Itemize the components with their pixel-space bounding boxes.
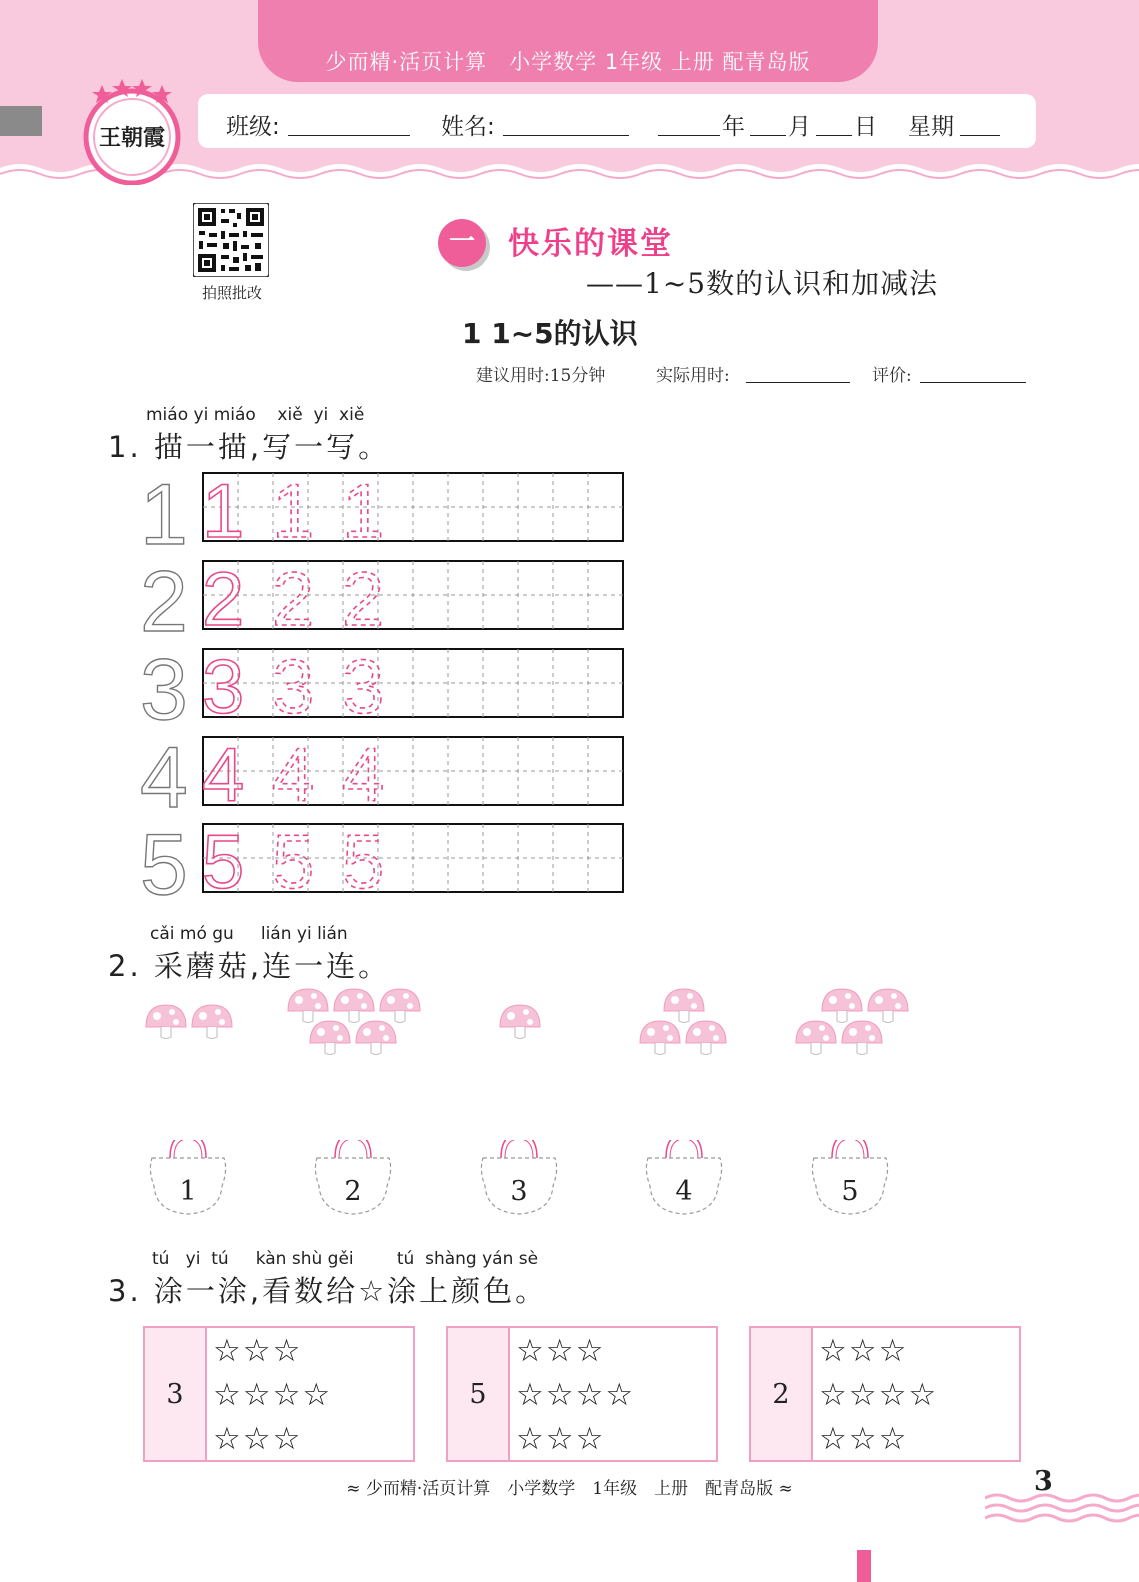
basket-label: 2 (344, 1176, 362, 1207)
evaluation-field[interactable] (920, 361, 1026, 383)
reference-digit: 5 (140, 817, 188, 913)
star-box-1 (143, 1326, 415, 1462)
star-row[interactable]: ☆☆☆☆ (516, 1377, 636, 1413)
reference-digit: 1 (140, 467, 188, 563)
star-box-2 (446, 1326, 718, 1462)
reference-digit: 4 (140, 730, 188, 826)
publisher-logo (80, 75, 184, 185)
svg-text:1: 1 (272, 472, 315, 554)
star-row[interactable]: ☆☆☆ (213, 1421, 303, 1457)
svg-text:4: 4 (272, 733, 315, 818)
mushroom-groups[interactable] (130, 985, 950, 1085)
star-row[interactable]: ☆☆☆ (516, 1421, 606, 1457)
day-field[interactable] (816, 108, 852, 136)
page-edge-marker (857, 1550, 871, 1582)
q1-title: 1. 描一描,写一写。 (108, 430, 391, 464)
footer-text: ≈ 少而精·活页计算 小学数学 1年级 上册 配青岛版 ≈ (346, 1479, 793, 1499)
star-box-number: 2 (751, 1328, 813, 1460)
svg-text:3: 3 (202, 645, 245, 730)
lesson-title: 1 1~5的认识 (462, 317, 638, 350)
student-info-box (198, 94, 1036, 148)
svg-text:5: 5 (272, 820, 315, 894)
section-title: 快乐的课堂 (508, 226, 673, 262)
q2-title: 2. 采蘑菇,连一连。 (108, 949, 391, 983)
time-row (476, 361, 1036, 386)
reference-digit: 3 (140, 642, 188, 738)
name-field[interactable] (503, 108, 629, 136)
mushroom-group-1 (500, 1005, 540, 1039)
actual-time-field[interactable] (746, 361, 850, 383)
evaluation-label: 评价: (872, 366, 912, 386)
q2-pinyin: cǎi mó gu lián yi lián (150, 924, 348, 944)
star-box-number: 5 (448, 1328, 510, 1460)
mushroom-group-2 (146, 1005, 232, 1039)
q3-pinyin: tú yi tú kàn shù gěi tú shàng yán sè (152, 1249, 539, 1269)
mushroom-group-4 (796, 989, 908, 1055)
book-title: 少而精·活页计算 小学数学 1年级 上册 配青岛版 (325, 50, 811, 74)
star-box-number: 3 (145, 1328, 207, 1460)
svg-text:5: 5 (202, 820, 245, 894)
svg-text:2: 2 (202, 557, 245, 642)
star-box-3 (749, 1326, 1021, 1462)
svg-text:2: 2 (342, 557, 385, 642)
star-row[interactable]: ☆☆☆☆ (819, 1377, 939, 1413)
baskets[interactable] (140, 1140, 920, 1230)
year-label: 年 (722, 114, 745, 140)
reference-digit: 2 (140, 554, 188, 650)
svg-text:3: 3 (272, 645, 315, 730)
q3-title: 3. 涂一涂,看数给☆涂上颜色。 (108, 1274, 548, 1308)
class-field[interactable] (288, 108, 410, 136)
basket-label: 4 (675, 1176, 693, 1207)
mushroom-group-5 (288, 989, 420, 1055)
svg-text:1: 1 (202, 472, 245, 554)
q1-pinyin: miáo yi miáo xiě yi xiě (146, 405, 365, 425)
name-label: 姓名: (441, 114, 495, 140)
side-tab (0, 106, 42, 136)
section-badge-text: 一 (448, 227, 475, 257)
svg-text:5: 5 (342, 820, 385, 894)
week-field[interactable] (960, 108, 1000, 136)
svg-text:4: 4 (342, 733, 385, 818)
basket-label: 1 (179, 1176, 197, 1207)
class-label: 班级: (226, 114, 280, 140)
qr-label: 拍照批改 (201, 284, 262, 302)
tracing-exercise (130, 467, 630, 913)
section-subtitle: ——1~5数的认识和加减法 (586, 267, 939, 300)
suggested-time: 建议用时:15分钟 (476, 366, 606, 386)
month-field[interactable] (750, 108, 786, 136)
footer-wave (985, 1488, 1139, 1528)
star-row[interactable]: ☆☆☆ (213, 1333, 303, 1369)
basket-label: 5 (841, 1176, 859, 1207)
writing-grids[interactable] (202, 472, 626, 894)
svg-text:2: 2 (272, 557, 315, 642)
mushroom-group-3 (640, 989, 726, 1055)
page-number: 3 (1034, 1466, 1053, 1497)
svg-text:3: 3 (342, 645, 385, 730)
star-row[interactable]: ☆☆☆ (819, 1421, 909, 1457)
basket-label: 3 (510, 1176, 528, 1207)
svg-text:4: 4 (202, 733, 245, 818)
star-row[interactable]: ☆☆☆ (516, 1333, 606, 1369)
star-row[interactable]: ☆☆☆☆ (213, 1377, 333, 1413)
logo-text: 王朝霞 (98, 125, 166, 151)
svg-text:1: 1 (342, 472, 385, 554)
qr-code-icon[interactable] (193, 203, 269, 277)
year-field[interactable] (658, 108, 720, 136)
day-label: 日 (854, 114, 877, 140)
star-row[interactable]: ☆☆☆ (819, 1333, 909, 1369)
actual-time-label: 实际用时: (656, 366, 730, 386)
month-label: 月 (788, 114, 811, 140)
week-label: 星期 (908, 114, 954, 140)
